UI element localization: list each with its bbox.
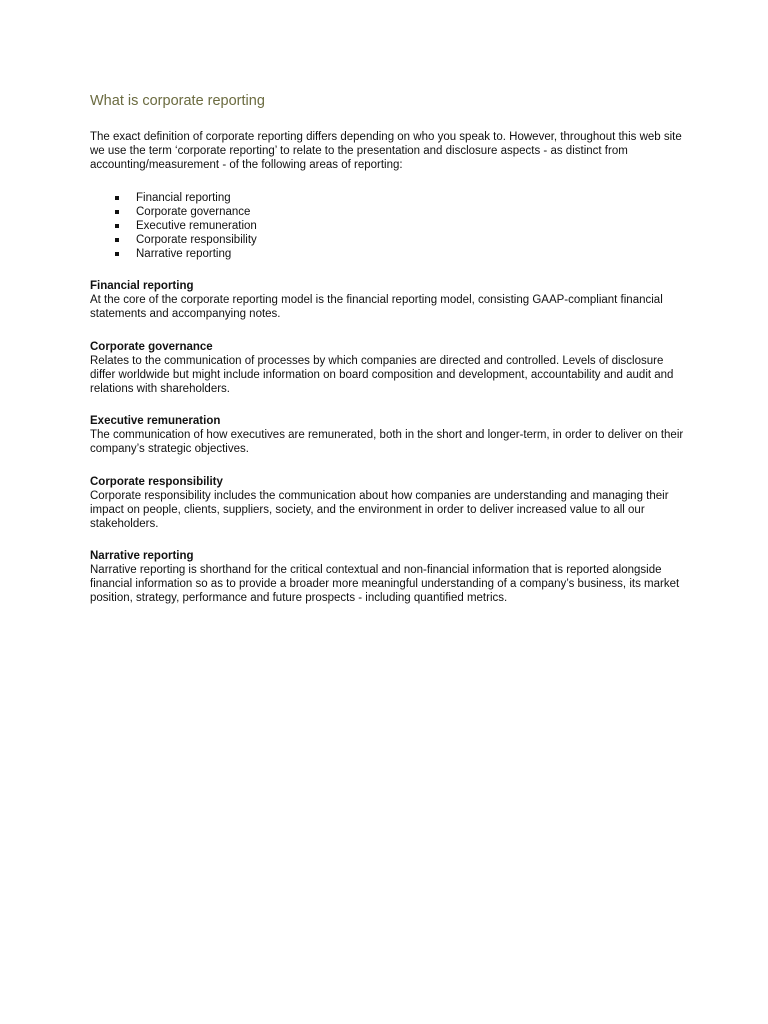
section-heading: Financial reporting bbox=[90, 280, 194, 292]
section-body: Relates to the communication of processes by which companies are directed and controlled. Levels of disclosure differ worldwide but might include information on board composition and development, accountability and audit and relations with shareholders. bbox=[90, 355, 674, 395]
section-corporate-responsibility bbox=[90, 475, 690, 531]
square-bullet-icon bbox=[115, 238, 119, 242]
square-bullet-icon bbox=[115, 196, 119, 200]
page-title: What is corporate reporting bbox=[90, 93, 265, 109]
list-item bbox=[112, 247, 257, 261]
section-financial-reporting bbox=[90, 279, 690, 321]
list-item-label: Corporate responsibility bbox=[136, 234, 257, 246]
list-item-label: Financial reporting bbox=[136, 192, 231, 204]
square-bullet-icon bbox=[115, 224, 119, 228]
section-body: Corporate responsibility includes the communication about how companies are understanding and managing their impact on people, clients, suppliers, society, and the environment in order to deliver increased value to all our stakeholders. bbox=[90, 490, 669, 530]
intro-paragraph: The exact definition of corporate reporting differs depending on who you speak to. However, throughout this web site we use the term ‘corporate reporting’ to relate to the presentation and disclosure aspects - as distinct from accounting/measurement - of the following areas of reporting: bbox=[90, 131, 682, 171]
section-heading: Corporate governance bbox=[90, 341, 213, 353]
section-corporate-governance bbox=[90, 340, 690, 396]
section-executive-remuneration bbox=[90, 414, 690, 456]
reporting-areas-list bbox=[112, 191, 257, 261]
square-bullet-icon bbox=[115, 252, 119, 256]
list-item-label: Narrative reporting bbox=[136, 248, 232, 260]
list-item bbox=[112, 191, 257, 205]
list-item bbox=[112, 205, 257, 219]
section-body: Narrative reporting is shorthand for the critical contextual and non-financial information that is reported alongside financial information so as to provide a broader more meaningful understanding of a company’s business, its market position, strategy, performance and future prospects - including quantified metrics. bbox=[90, 564, 680, 604]
square-bullet-icon bbox=[115, 210, 119, 214]
list-item bbox=[112, 233, 257, 247]
section-body: The communication of how executives are remunerated, both in the short and longer-term, in order to deliver on their company’s strategic objectives. bbox=[90, 429, 684, 455]
list-item bbox=[112, 219, 257, 233]
section-heading: Corporate responsibility bbox=[90, 476, 223, 488]
section-heading: Executive remuneration bbox=[90, 415, 221, 427]
section-body: At the core of the corporate reporting model is the financial reporting model, consisting GAAP-compliant financial statements and accompanying notes. bbox=[90, 294, 663, 320]
list-item-label: Executive remuneration bbox=[136, 220, 257, 232]
section-narrative-reporting bbox=[90, 549, 690, 605]
list-item-label: Corporate governance bbox=[136, 206, 251, 218]
section-heading: Narrative reporting bbox=[90, 550, 194, 562]
